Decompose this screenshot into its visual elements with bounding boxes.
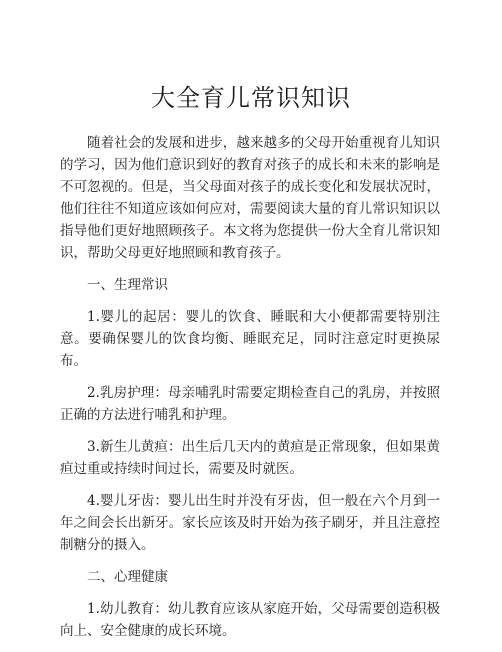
mental-health-item-1: 1.幼儿教育：幼儿教育应该从家庭开始，父母需要创造积极向上、安全健康的成长环境。	[60, 601, 440, 639]
intro-paragraph: 随着社会的发展和进步，越来越多的父母开始重视育儿知识的学习，因为他们意识到好的教育对孩子的成长和未来的影响是不可忽视的。但是，当父母面对孩子的成长变化和发展状况时，他们往往不知道应该如何应对，需要阅读大量的育儿常识知识以指导他们更好地照顾孩子。本文将为您提供一份大全育儿常识知识，帮助父母更好地照顾和教育孩子。	[60, 135, 440, 261]
document-body	[60, 132, 440, 652]
document-title: 大全育儿常识知识	[151, 84, 351, 112]
section-heading-mental-health: 二、心理健康	[87, 569, 168, 585]
physiology-item-1: 1.婴儿的起居：婴儿的饮食、睡眠和大小便都需要特别注意。要确保婴儿的饮食均衡、睡眠充足，同时注意定时更换尿布。	[60, 309, 440, 369]
physiology-item-3: 3.新生儿黄疸：出生后几天内的黄疸是正常现象，但如果黄疸过重或持续时间过长，需要及时就医。	[60, 439, 440, 477]
physiology-item-4: 4.婴儿牙齿：婴儿出生时并没有牙齿，但一般在六个月到一年之间会长出新牙。家长应该及时开始为孩子刷牙，并且注意控制糖分的摄入。	[60, 493, 440, 553]
physiology-item-2: 2.乳房护理：母亲哺乳时需要定期检查自己的乳房，并按照正确的方法进行哺乳和护理。	[60, 385, 440, 423]
section-heading-physiology: 一、生理常识	[87, 277, 168, 293]
